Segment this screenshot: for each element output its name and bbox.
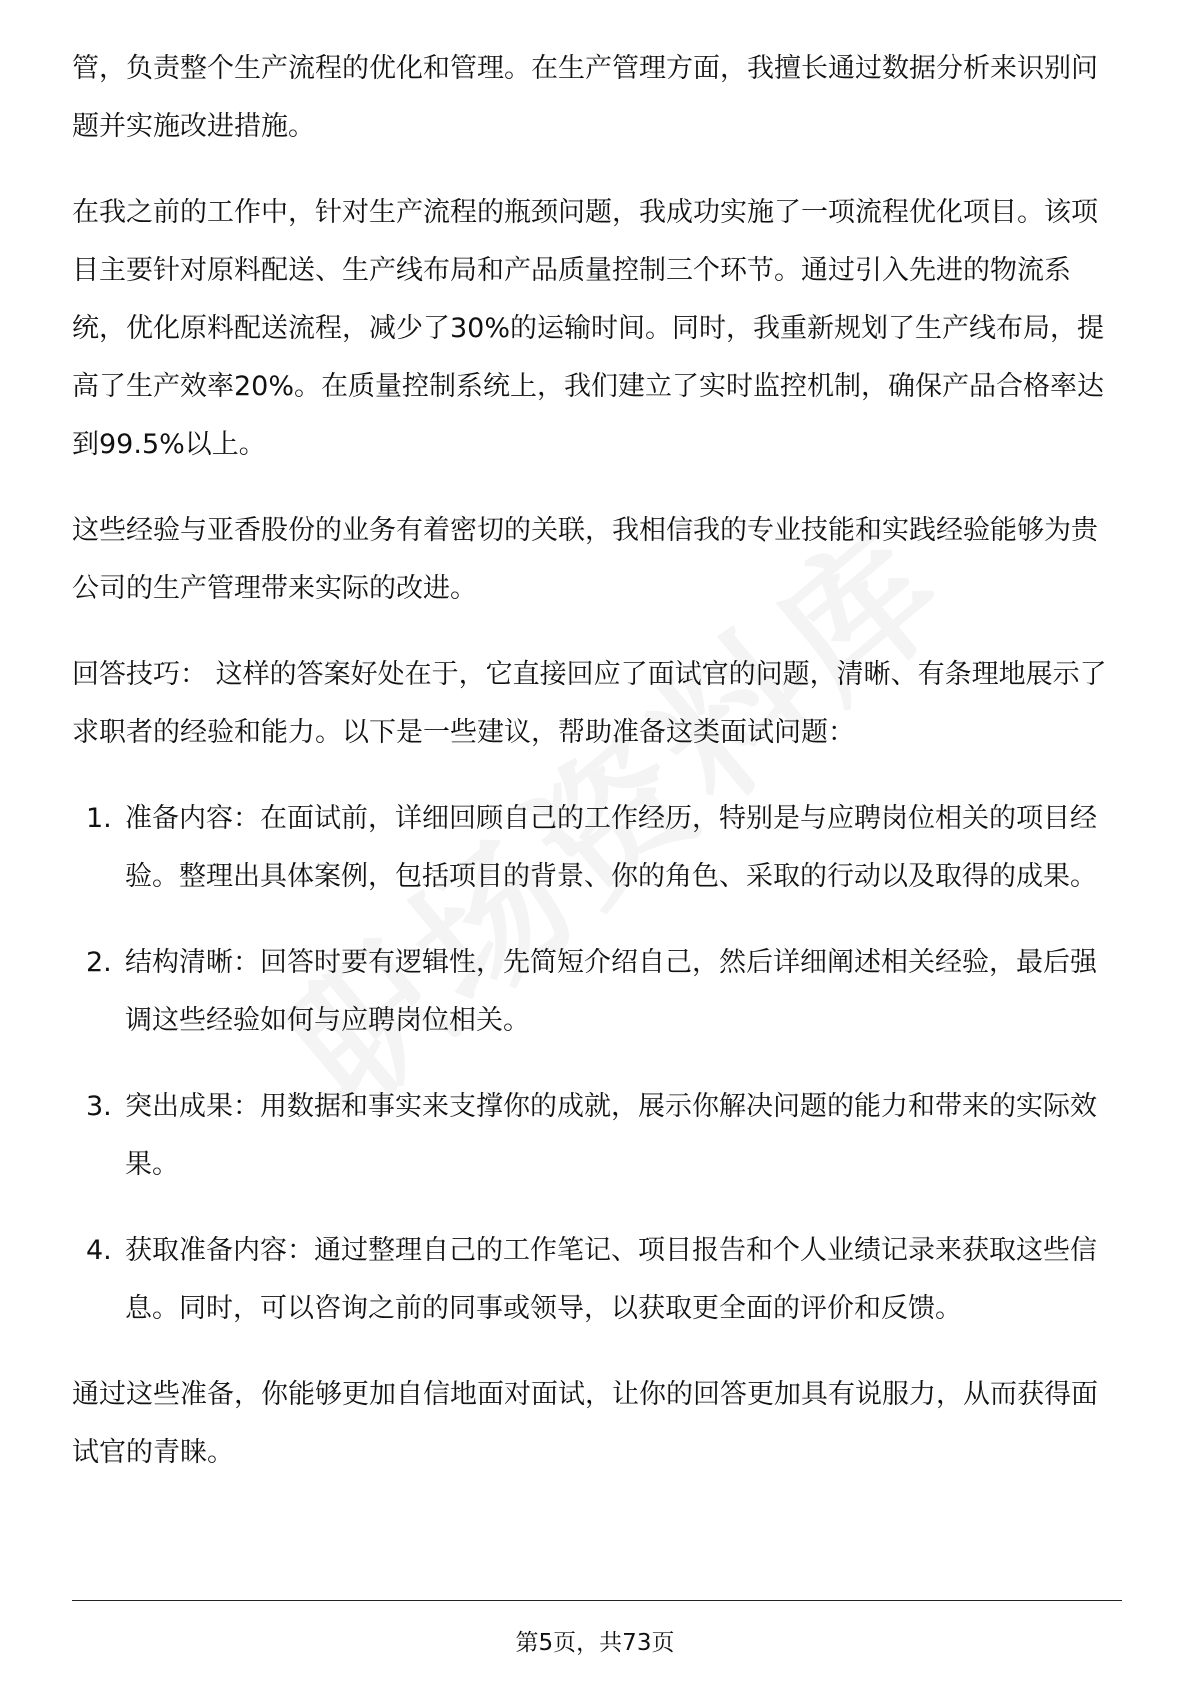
list-item <box>72 1078 1122 1194</box>
list-item <box>72 790 1122 906</box>
list-item-text: 结构清晰：回答时要有逻辑性，先简短介绍自己，然后详细阐述相关经验，最后强调这些经验如何与应聘岗位相关。 <box>125 947 1097 1036</box>
paragraph-company-relevance: 这些经验与亚香股份的业务有着密切的关联，我相信我的专业技能和实践经验能够为贵公司的生产管理带来实际的改进。 <box>72 515 1098 604</box>
list-item-number: 4. <box>86 1235 112 1266</box>
list-item <box>72 1222 1122 1338</box>
paragraph-project-experience: 在我之前的工作中，针对生产流程的瓶颈问题，我成功实施了一项流程优化项目。该项目主要针对原料配送、生产线布局和产品质量控制三个环节。通过引入先进的物流系统，优化原料配送流程，减少了30%的运输时间。同时，我重新规划了生产线布局，提高了生产效率20%。在质量控制系统上，我们建立了实时监控机制，确保产品合格率达到99.5%以上。 <box>72 197 1105 460</box>
list-item-number: 3. <box>86 1091 112 1122</box>
tips-list <box>72 790 1122 1338</box>
paragraph-conclusion: 通过这些准备，你能够更加自信地面对面试，让你的回答更加具有说服力，从而获得面试官的青睐。 <box>72 1379 1098 1468</box>
footer-divider <box>72 1600 1122 1601</box>
list-item-text: 突出成果：用数据和事实来支撑你的成就，展示你解决问题的能力和带来的实际效果。 <box>125 1091 1097 1180</box>
paragraph-answer-tips: 回答技巧： 这样的答案好处在于，它直接回应了面试官的问题，清晰、有条理地展示了求职者的经验和能力。以下是一些建议，帮助准备这类面试问题： <box>72 659 1107 748</box>
list-item-text: 准备内容：在面试前，详细回顾自己的工作经历，特别是与应聘岗位相关的项目经验。整理出具体案例，包括项目的背景、你的角色、采取的行动以及取得的成果。 <box>125 803 1097 892</box>
document-body <box>72 40 1122 1510</box>
paragraph-continuation: 管，负责整个生产流程的优化和管理。在生产管理方面，我擅长通过数据分析来识别问题并实施改进措施。 <box>72 53 1098 142</box>
list-item-text: 获取准备内容：通过整理自己的工作笔记、项目报告和个人业绩记录来获取这些信息。同时，可以咨询之前的同事或领导，以获取更全面的评价和反馈。 <box>125 1235 1097 1324</box>
page-number: 第5页，共73页 <box>515 1630 675 1656</box>
list-item-number: 2. <box>86 947 112 978</box>
list-item <box>72 934 1122 1050</box>
list-item-number: 1. <box>86 803 112 834</box>
